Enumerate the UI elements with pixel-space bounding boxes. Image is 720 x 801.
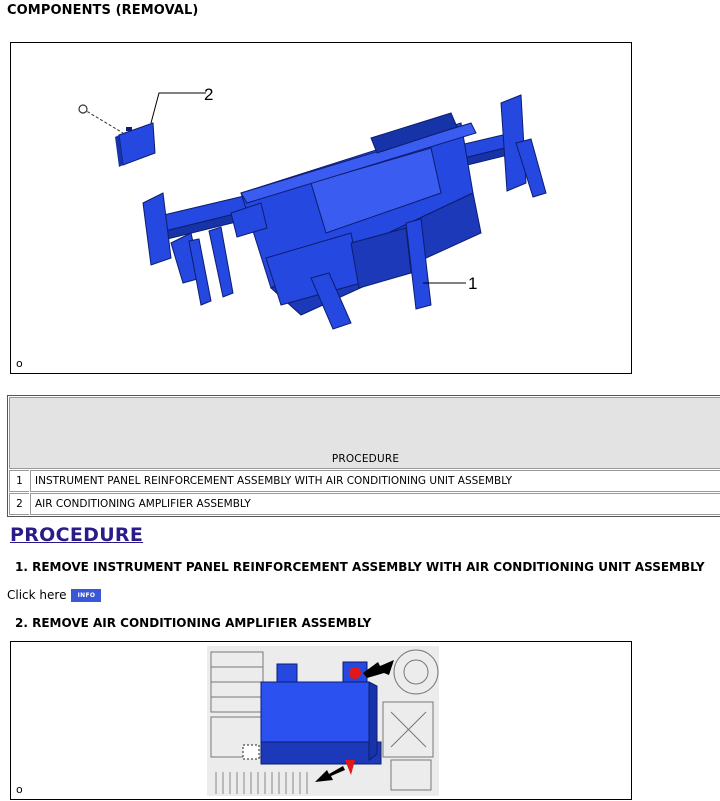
figure-code: o [16, 783, 23, 796]
amplifier-removal-illustration [11, 642, 631, 799]
reinforcement-assembly-part-1 [143, 95, 546, 329]
bolt-marker-icon [349, 667, 361, 679]
part-number: 1 [9, 470, 29, 492]
part-name: AIR CONDITIONING AMPLIFIER ASSEMBLY [30, 493, 720, 515]
step-1-title: 1. REMOVE INSTRUMENT PANEL REINFORCEMENT ASSEMBLY WITH AIR CONDITIONING UNIT ASSEMBLY [15, 560, 705, 574]
components-figure [10, 42, 632, 374]
amplifier-part-2 [79, 93, 206, 167]
click-here-text: Click here [7, 588, 67, 602]
callout-1: 1 [468, 274, 478, 293]
screw-icon [79, 105, 87, 113]
part-name: INSTRUMENT PANEL REINFORCEMENT ASSEMBLY WITH AIR CONDITIONING UNIT ASSEMBLY [30, 470, 720, 492]
table-header [9, 397, 720, 469]
parts-table [7, 395, 720, 517]
table-row [9, 493, 720, 515]
table-header-label: PROCEDURE [331, 453, 400, 465]
info-button[interactable]: INFO [71, 589, 101, 602]
page-title: COMPONENTS (REMOVAL) [7, 3, 199, 18]
callout-2: 2 [204, 85, 214, 104]
part-number: 2 [9, 493, 29, 515]
step2-figure [10, 641, 632, 800]
clip-icon [243, 745, 259, 759]
step-2-title: 2. REMOVE AIR CONDITIONING AMPLIFIER ASSEMBLY [15, 616, 372, 630]
procedure-heading: PROCEDURE [10, 524, 144, 546]
instrument-panel-illustration [11, 43, 631, 373]
click-here-line [7, 588, 101, 602]
table-row [9, 470, 720, 492]
figure-code: o [16, 357, 23, 370]
